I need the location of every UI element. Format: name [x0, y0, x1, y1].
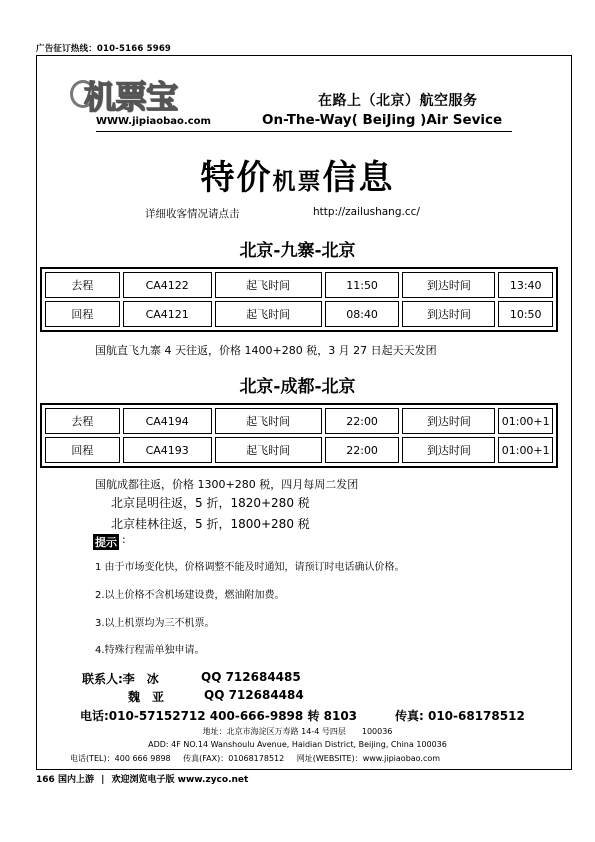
departure-time-cell: 08:40: [325, 301, 400, 327]
page-title: [0, 150, 595, 199]
route1-note: 国航直飞九寨 4 天往返，价格 1400+280 税，3 月 27 日起天天发团: [95, 344, 437, 357]
flight-number-cell: CA4122: [123, 272, 212, 298]
contact-name-2: 魏 亚: [128, 690, 165, 704]
table-row: [45, 272, 553, 298]
extra-route-guilin: 北京桂林往返，5 折，1800+280 税: [111, 517, 310, 531]
departure-label-cell: 起飞时间: [215, 408, 322, 434]
tips-label: 提示: [95, 536, 117, 549]
departure-time-cell: 22:00: [325, 437, 400, 463]
arrival-time-cell: 01:00+1: [498, 437, 553, 463]
direction-cell: 回程: [45, 301, 120, 327]
arrival-time-cell: 13:40: [498, 272, 553, 298]
contact-phone: 电话:010-57152712 400-666-9898 转 8103: [80, 709, 358, 723]
tip-item: 4.特殊行程需单独申请。: [95, 645, 205, 656]
contact-qq-2: QQ 712684484: [204, 688, 304, 702]
table-row: [45, 301, 553, 327]
page-footer: [36, 772, 248, 785]
detail-url[interactable]: http://zailushang.cc/: [313, 206, 420, 218]
route2-title: 北京-成都-北京: [239, 377, 356, 397]
contact-qq-1: QQ 712684485: [201, 670, 301, 684]
address-tel: 电话(TEL)：400 666 9898: [70, 754, 171, 763]
tip-item: 3.以上机票均为三不机票。: [95, 618, 215, 629]
address-fax: 传真(FAX)：01068178512: [183, 754, 285, 763]
title-part-3: 信息: [322, 158, 395, 198]
arrival-label-cell: 到达时间: [402, 301, 495, 327]
logo-text: 机票宝: [84, 78, 178, 116]
direction-cell: 去程: [45, 272, 120, 298]
route1-flight-table: [40, 267, 558, 332]
flight-number-cell: CA4193: [123, 437, 212, 463]
extra-route-kunming: 北京昆明往返，5 折，1820+280 税: [111, 496, 310, 510]
arrival-label-cell: 到达时间: [402, 408, 495, 434]
footer-text: 欢迎浏览电子版 www.zyco.net: [111, 775, 249, 785]
table-row: [45, 408, 553, 434]
address-cn: 地址：北京市海淀区万寿路 14-4 号四层 100036: [202, 727, 393, 736]
tip-item: 2.以上价格不含机场建设费，燃油附加费。: [95, 590, 285, 601]
detail-label: 详细收客情况请点击: [145, 208, 240, 220]
flight-number-cell: CA4194: [123, 408, 212, 434]
contact-name-1: 联系人:李 冰: [82, 672, 159, 686]
direction-cell: 去程: [45, 408, 120, 434]
page-number: 166: [36, 775, 55, 785]
route2-note: 国航成都往返，价格 1300+280 税，四月每周二发团: [95, 478, 359, 491]
service-name-en: On-The-Way( BeiJing )Air Sevice: [262, 112, 503, 128]
departure-label-cell: 起飞时间: [215, 301, 322, 327]
arrival-time-cell: 10:50: [498, 301, 553, 327]
direction-cell: 回程: [45, 437, 120, 463]
departure-label-cell: 起飞时间: [215, 437, 322, 463]
jipiaobao-logo: [70, 72, 215, 116]
contact-fax: 传真: 010-68178512: [395, 709, 525, 723]
route2-flight-table: [40, 403, 558, 468]
address-en: ADD: 4F NO.14 Wanshoulu Avenue, Haidian District, Beijing, China 100036: [148, 740, 447, 749]
footer-section: 国内上游: [57, 775, 94, 785]
footer-divider: |: [101, 775, 105, 785]
service-name-cn: 在路上（北京）航空服务: [318, 93, 478, 109]
departure-time-cell: 11:50: [325, 272, 400, 298]
address-web[interactable]: 网址(WEBSITE)：www.jipiaobao.com: [296, 754, 441, 763]
title-part-1: 特价: [200, 158, 273, 198]
tip-item: 1 由于市场变化快，价格调整不能及时通知，请预订时电话确认价格。: [95, 562, 405, 573]
logo-website: WWW.jipiaobao.com: [96, 116, 211, 127]
route1-title: 北京-九寨-北京: [239, 241, 356, 261]
departure-time-cell: 22:00: [325, 408, 400, 434]
title-part-2: 机票: [272, 168, 323, 195]
header-divider: [96, 131, 512, 132]
tips-colon: :: [122, 533, 126, 546]
arrival-label-cell: 到达时间: [402, 437, 495, 463]
address-contact-line: [70, 753, 450, 764]
arrival-label-cell: 到达时间: [402, 272, 495, 298]
flight-number-cell: CA4121: [123, 301, 212, 327]
arrival-time-cell: 01:00+1: [498, 408, 553, 434]
ad-hotline: 广告征订热线：010-5166 5969: [36, 44, 172, 54]
table-row: [45, 437, 553, 463]
departure-label-cell: 起飞时间: [215, 272, 322, 298]
